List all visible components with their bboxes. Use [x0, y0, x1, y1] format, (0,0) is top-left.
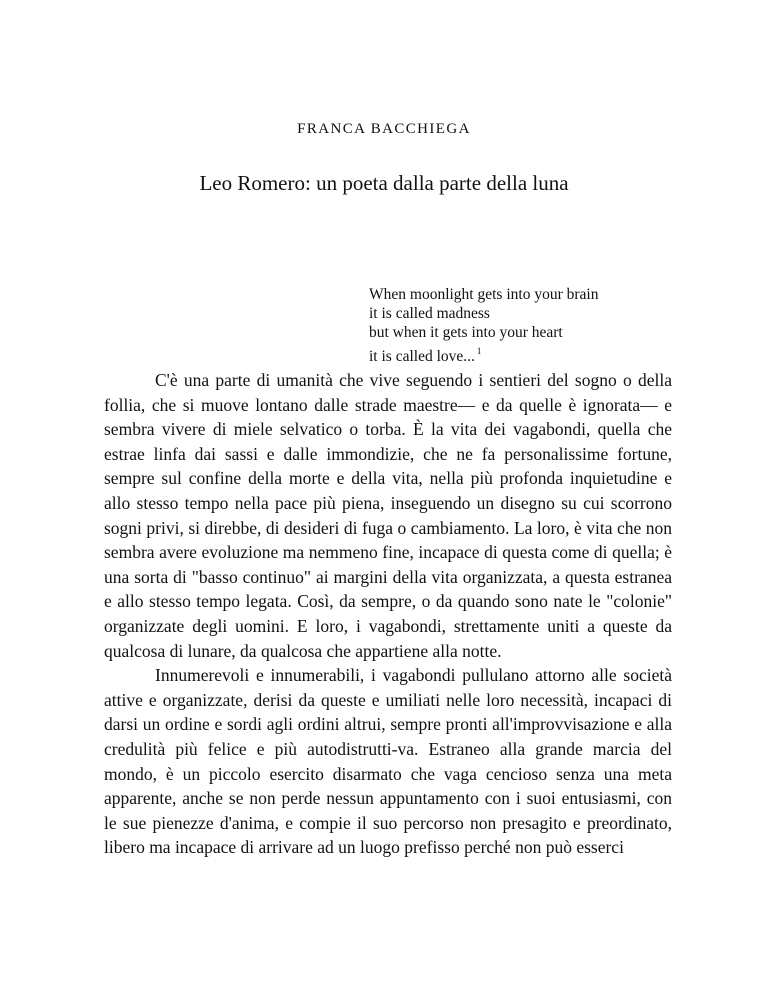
epigraph-line: it is called love...	[369, 348, 475, 365]
epigraph-line: but when it gets into your heart	[369, 324, 563, 341]
epigraph-line: it is called madness	[369, 305, 490, 322]
article-title: Leo Romero: un poeta dalla parte della luna	[199, 171, 569, 195]
paragraph: C'è una parte di umanità che vive seguendo i sentieri del sogno o della follia, che si muove lontano dalle strade maestre— e da quelle è ignorata— e sembra vivere di miele selvatico o torba. È la vita dei vagabondi, quella che estrae linfa dai sassi e dalle immondizie, che ne fa personalissime fortune, sempre sul confine della morte e della vita, nella più profonda inquietudine e allo stesso tempo nella pace più piena, inseguendo un disegno su cui scorrono sogni privi, si direbbe, di desideri di fuga o cambiamento. La loro, è vita che non sembra avere evoluzione ma nemmeno fine, incapace di questa come di quella; è una sorta di "basso continuo" ai margini della vita organizzata, a questa estranea e allo stesso tempo legata. Così, da sempre, o da quando sono nate le "colonie" organizzate degli uomini. E loro, i vagabondi, strettamente uniti a queste da qualcosa di lunare, da qualcosa che appartiene alla notte.	[104, 370, 672, 661]
epigraph	[369, 285, 598, 366]
author-name: FRANCA BACCHIEGA	[297, 121, 471, 137]
epigraph-line-last	[369, 342, 598, 366]
footnote-marker: 1	[476, 346, 482, 356]
epigraph-line: When moonlight gets into your brain	[369, 286, 599, 303]
paragraph: Innumerevoli e innumerabili, i vagabondi pullulano attorno alle società attive e organizzate, derisi da queste e umiliati nelle loro necessità, incapaci di darsi un ordine e sordi agli ordini altrui, sempre pronti all'improvvisazione e alla credulità più felice e più autodistrutti-va. Estraneo alla grande marcia del mondo, è un piccolo esercito disarmato che vaga cencioso senza una meta apparente, anche se non perde nessun appuntamento con i suoi entusiasmi, con le sue pienezze d'anima, e compie il suo percorso non presagito e preordinato, libero ma incapace di arrivare ad un luogo prefisso perché non può esserci	[104, 665, 672, 858]
body-text	[104, 368, 672, 860]
